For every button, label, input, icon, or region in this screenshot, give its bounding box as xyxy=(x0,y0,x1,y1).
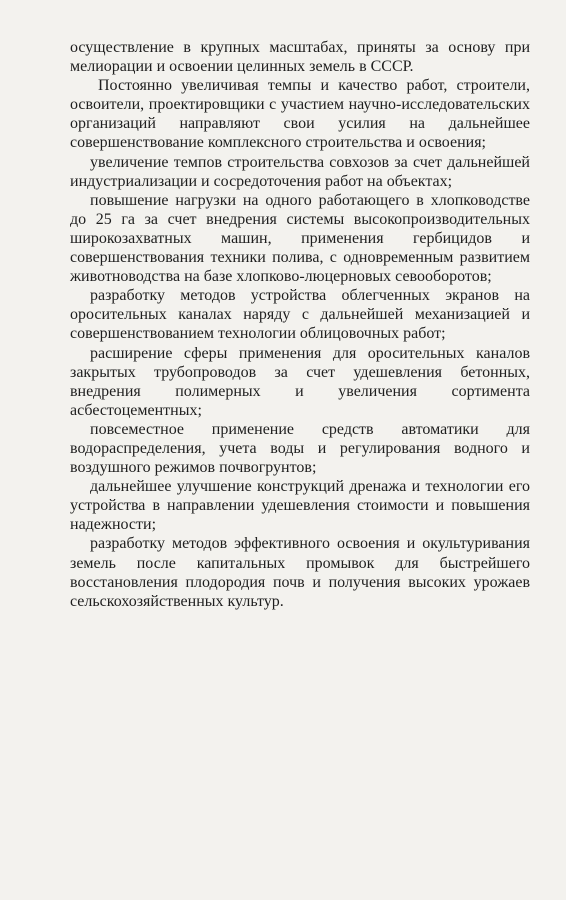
list-item: увеличение темпов строительства совхозов за счет дальнейшей индустриализации и сосредоточения работ на объектах; xyxy=(70,153,530,190)
list-item: разработку методов эффективного освоения и окультуривания земель после капитальных промывок для быстрейшего восстановления плодородия почв и получения высоких урожаев сельскохозяйственных культур. xyxy=(70,535,530,610)
list-item: повсеместное применение средств автоматики для водораспределения, учета воды и регулирования водного и воздушного режимов почвогрунтов; xyxy=(70,420,530,477)
paragraph-continuation: осуществление в крупных масштабах, приняты за основу при мелиорации и освоении целинных земель в СССР. xyxy=(70,39,530,76)
paragraph-intro: Постоянно увеличивая темпы и качество работ, строители, освоители, проектировщики с участием научно-исследовательских организаций направляют свои усилия на дальнейшее совершенствование комплексного строительства и освоения; xyxy=(70,77,530,152)
document-page xyxy=(70,38,530,611)
list-item: расширение сферы применения для оросительных каналов закрытых трубопроводов за счет удешевления бетонных, внедрения полимерных и увеличения сортимента асбестоцементных; xyxy=(70,344,530,419)
list-item: повышение нагрузки на одного работающего в хлопководстве до 25 га за счет внедрения системы высокопроизводительных широкозахватных машин, применения гербицидов и совершенствования техники полива, с одновременным развитием животноводства на базе хлопково-люцерновых севооборотов; xyxy=(70,191,530,286)
list-item: дальнейшее улучшение конструкций дренажа и технологии его устройства в направлении удешевления стоимости и повышения надежности; xyxy=(70,478,530,534)
list-item: разработку методов устройства облегченных экранов на оросительных каналах наряду с дальнейшей механизацией и совершенствованием технологии облицовочных работ; xyxy=(70,287,530,343)
